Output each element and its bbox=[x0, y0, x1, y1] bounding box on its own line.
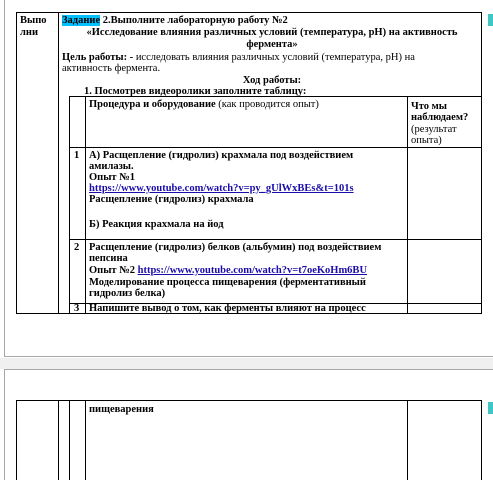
page2-result-divider bbox=[407, 400, 408, 480]
row2-number: 2 bbox=[74, 242, 80, 253]
page2-edge-highlight-mark bbox=[488, 402, 493, 414]
result-column-divider bbox=[407, 96, 408, 313]
left-label-line2: лни bbox=[20, 27, 38, 38]
header-observed-line2: наблюдаем? bbox=[411, 112, 469, 123]
page2-column-divider bbox=[58, 400, 59, 480]
inner-table-left bbox=[69, 96, 70, 313]
task-title bbox=[62, 15, 288, 27]
row1-line6: Б) Реакция крахмала на йод bbox=[89, 219, 224, 230]
page2-edge-top bbox=[4, 369, 493, 370]
header-row-bottom bbox=[69, 147, 481, 148]
row1-number: 1 bbox=[74, 150, 80, 161]
header-observed-line1: Что мы bbox=[411, 101, 447, 112]
goal-line2: активность фермента. bbox=[62, 63, 161, 74]
row2-video-link[interactable]: https://www.youtube.com/watch?v=t7oeKoHm6BU bbox=[137, 265, 368, 276]
row2-experiment-label: Опыт №2 bbox=[89, 265, 138, 276]
table-border-top bbox=[16, 12, 481, 13]
row3-number: 3 bbox=[74, 303, 80, 314]
progress-heading: Ход работы: bbox=[242, 75, 302, 86]
row1-line3: Опыт №1 bbox=[89, 172, 135, 183]
row2-line4: Моделирование процесса пищеварения (ферментативный bbox=[89, 277, 366, 288]
row1-line1: А) Расщепление (гидролиз) крахмала под воздействием bbox=[89, 150, 354, 161]
page2-table-right bbox=[481, 400, 482, 480]
header-observed-line3: (результат bbox=[411, 124, 457, 135]
edge-highlight-mark bbox=[488, 14, 493, 26]
row3-line1: Напишите вывод о том, как ферменты влияют на процесс bbox=[89, 303, 366, 314]
page2-edge-left bbox=[4, 369, 5, 480]
row2-line2: пепсина bbox=[89, 253, 128, 264]
goal-label: Цель работы: - bbox=[62, 52, 136, 63]
page2-number-divider bbox=[85, 400, 86, 480]
page2-table-left bbox=[16, 400, 17, 480]
task-subtitle-line2: фермента» bbox=[246, 39, 298, 50]
row2-line3 bbox=[89, 265, 367, 277]
task-subtitle-line1: «Исследование влияния различных условий (температура, рН) на активность bbox=[86, 27, 458, 38]
row1-bottom bbox=[69, 239, 481, 240]
row2-line1: Расщепление (гидролиз) белков (альбумин) под воздействием bbox=[89, 242, 382, 253]
header-procedure bbox=[89, 99, 319, 111]
left-label-line1: Выпо bbox=[20, 15, 47, 26]
row1-video-link[interactable]: https://www.youtube.com/watch?v=py_gUlWxBEs&t=101s bbox=[89, 183, 354, 194]
goal-line1 bbox=[62, 52, 415, 64]
task-word-highlighted: Задание bbox=[62, 15, 101, 26]
row1-line2: амилазы. bbox=[89, 161, 134, 172]
document-page-2 bbox=[0, 369, 493, 480]
row1-line5: Расщепление (гидролиз) крахмала bbox=[89, 194, 254, 205]
number-column-divider bbox=[85, 96, 86, 313]
header-procedure-normal: (как проводится опыт) bbox=[215, 99, 319, 110]
row2-line5: гидролиз белка) bbox=[89, 288, 166, 299]
row3-continued: пищеварения bbox=[89, 404, 154, 415]
page2-inner-left bbox=[69, 400, 70, 480]
table-border-right bbox=[481, 12, 482, 313]
header-observed-line4: опыта) bbox=[411, 135, 442, 146]
step1-instruction: 1. Посмотрев видеоролики заполните таблицу: bbox=[84, 86, 307, 97]
column-divider bbox=[58, 12, 59, 313]
page-edge-left bbox=[4, 0, 5, 356]
table-border-left bbox=[16, 12, 17, 313]
task-title-text: 2.Выполните лабораторную работу №2 bbox=[100, 15, 288, 26]
goal-text: исследовать влияния различных условий (температура, рН) на bbox=[135, 52, 415, 63]
page-edge-bottom bbox=[4, 356, 493, 357]
header-procedure-bold: Процедура и оборудование bbox=[89, 99, 216, 110]
